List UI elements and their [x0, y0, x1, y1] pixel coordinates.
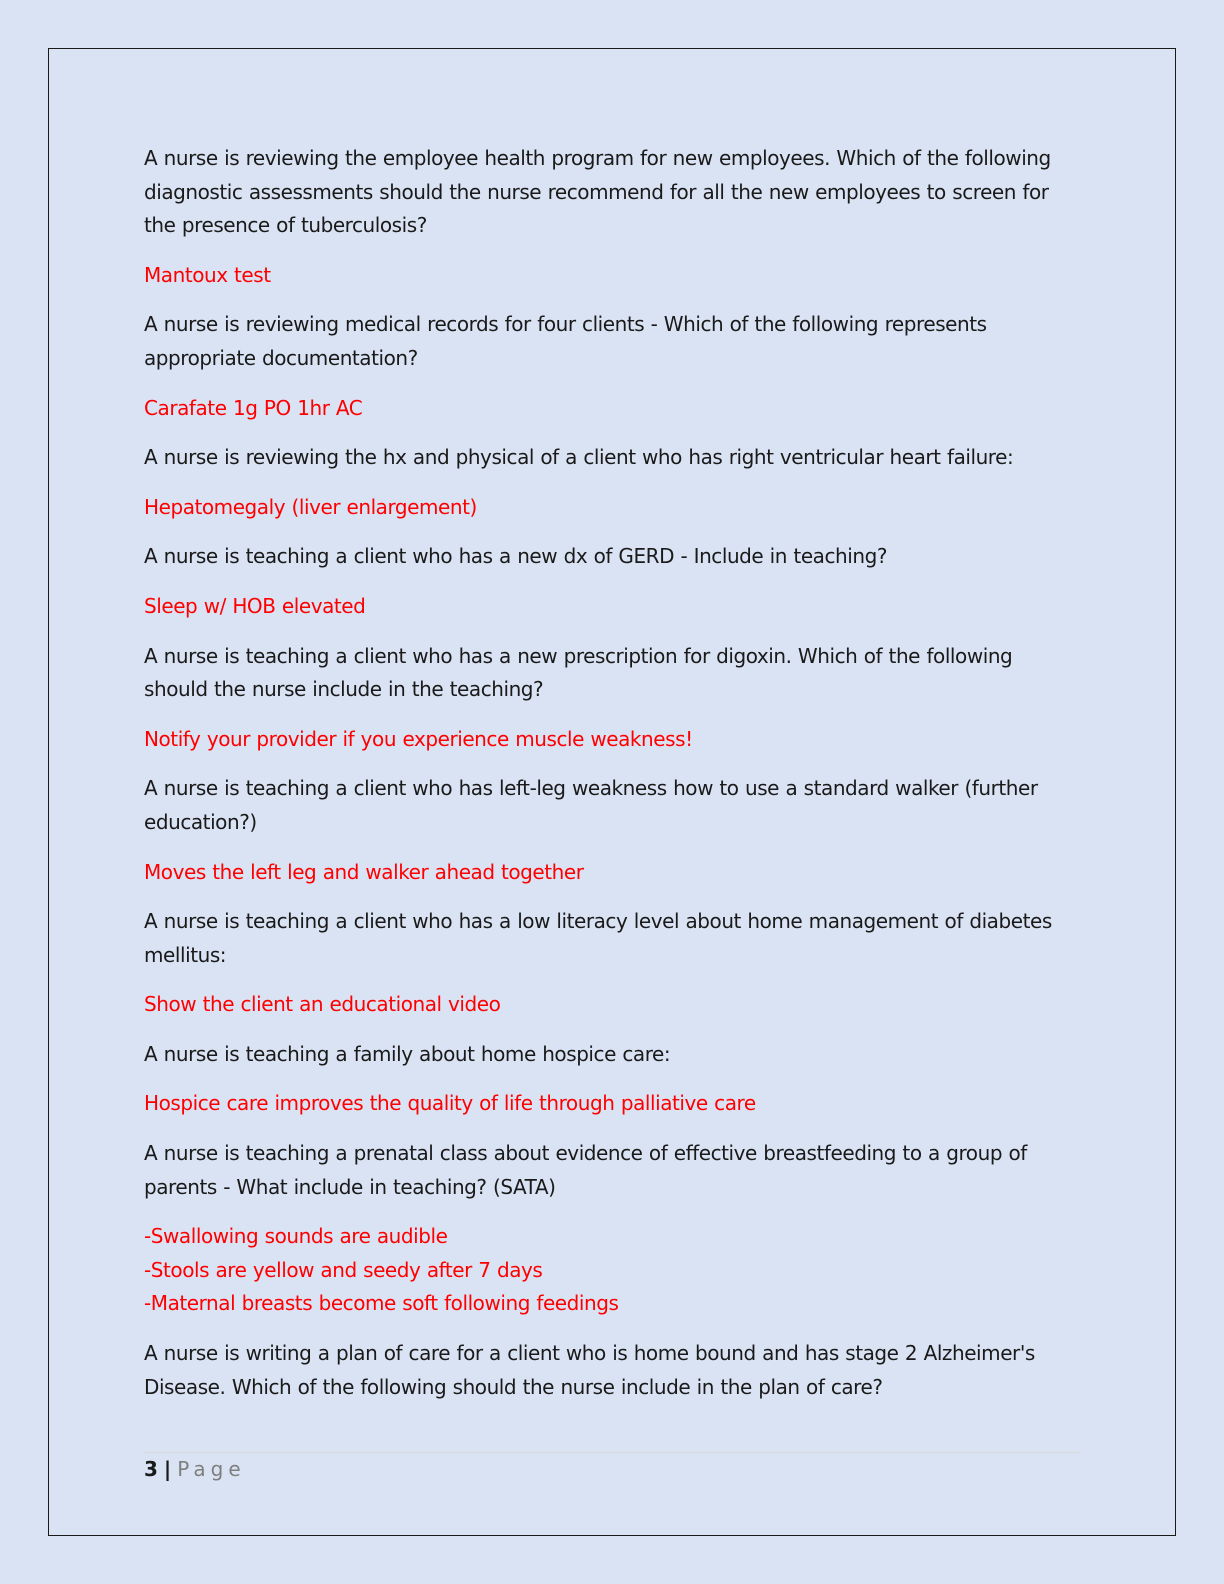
question-text: A nurse is teaching a client who has a new dx of GERD - Include in teaching? — [144, 544, 887, 569]
question-text: A nurse is teaching a client who has a low literacy level about home management of diabetes mellitus: — [144, 909, 1052, 967]
question-text: A nurse is writing a plan of care for a client who is home bound and has stage 2 Alzheimer's Disease. Which of the following should the nurse include in the plan of care? — [144, 1341, 1035, 1399]
answer-text: Mantoux test — [144, 262, 271, 287]
question-text: A nurse is reviewing the employee health program for new employees. Which of the following diagnostic assessments should the nurse recommend for all the new employees to screen for the presence of tuberculosis? — [144, 146, 1051, 238]
answer-list-item: -Maternal breasts become soft following feedings — [144, 1291, 619, 1316]
answer-text: Moves the left leg and walker ahead together — [144, 859, 584, 884]
question-text: A nurse is teaching a family about home hospice care: — [144, 1041, 671, 1066]
footer-divider — [144, 1452, 1080, 1453]
answer-text: Show the client an educational video — [144, 992, 501, 1017]
answer-list-item: -Stools are yellow and seedy after 7 days — [144, 1257, 543, 1282]
page-footer — [144, 1456, 246, 1482]
question-text: A nurse is reviewing medical records for four clients - Which of the following represents appropriate documentation? — [144, 312, 987, 370]
answer-list — [144, 1220, 1080, 1321]
document-body — [144, 142, 1080, 1420]
question-text: A nurse is teaching a client who has left-leg weakness how to use a standard walker (further education?) — [144, 776, 1038, 834]
question-text: A nurse is teaching a prenatal class about evidence of effective breastfeeding to a group of parents - What include in teaching? (SATA) — [144, 1141, 1027, 1199]
answer-text: Notify your provider if you experience muscle weakness! — [144, 726, 693, 751]
answer-text: Sleep w/ HOB elevated — [144, 593, 366, 618]
footer-separator: | — [163, 1457, 172, 1481]
page-label: Page — [177, 1457, 246, 1481]
answer-text: Hospice care improves the quality of life through palliative care — [144, 1091, 756, 1116]
answer-list-item: -Swallowing sounds are audible — [144, 1224, 448, 1249]
answer-text: Carafate 1g PO 1hr AC — [144, 395, 363, 420]
question-text: A nurse is teaching a client who has a new prescription for digoxin. Which of the following should the nurse include in the teaching? — [144, 643, 1013, 702]
answer-text: Hepatomegaly (liver enlargement) — [144, 494, 477, 519]
question-text: A nurse is reviewing the hx and physical of a client who has right ventricular heart failure: — [144, 445, 1014, 470]
page-number: 3 — [144, 1457, 158, 1481]
